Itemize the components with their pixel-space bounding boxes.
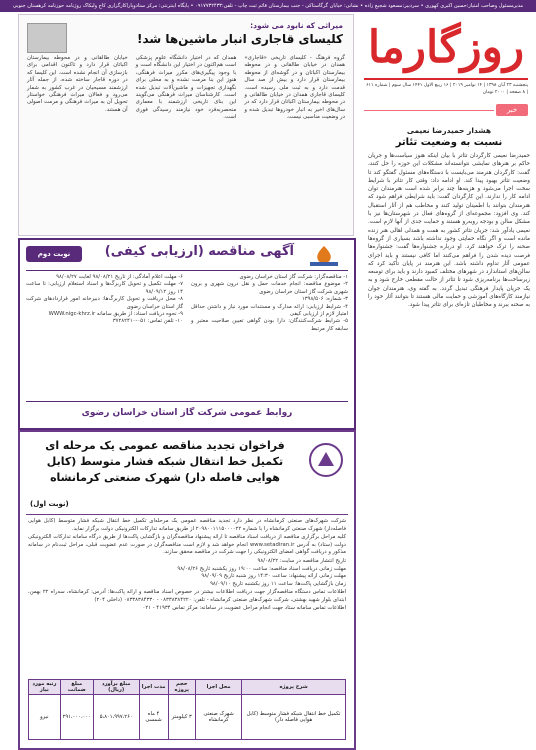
church-article	[18, 14, 354, 236]
article-column-2: همدان که در اختیار دانشگاه علوم پزشکی است هم‌اکنون در اختیار این دانشگاه است و با وجود پیگیری‌های مکرر میراث فرهنگی، هنوز این بنا مرمت نشده و به محلی برای نگهداری تجهیزات و ماشین‌آلات تبدیل شده است. کارشناسان میراث فرهنگی می‌گویند این بنای تاریخی ارزشمند با معماری منحصربه‌فرد خود نیازمند رسیدگی فوری است.	[135, 55, 237, 121]
ad-divider	[26, 270, 348, 271]
industrial-tender-ad	[18, 430, 356, 750]
table-cell: ۳ کیلومتر	[168, 695, 195, 740]
table-cell: ۲۹۱،۰۰۰،۰۰۰	[60, 695, 93, 740]
article-column-3: خیابان طالقانی و در محوطه بیمارستان اکباتان قرار دارد و تاکنون اقدامی برای بازسازی آن انجام نشده است. این کلیسا که در دوره قاجار ساخته شده، از جمله آثار ارزشمند مسیحیان در غرب کشور به شمار می‌رود و فعالان میراث فرهنگی خواستار تحویل آن به میراث فرهنگی و مرمت اصولی آن هستند.	[26, 55, 128, 113]
ad2-round-label: (نوبت اول)	[30, 500, 69, 508]
logo-underline	[364, 78, 528, 80]
article-columns	[27, 55, 345, 229]
ad2-body	[28, 518, 346, 680]
masthead	[362, 14, 532, 122]
section-badge: خبر	[496, 104, 528, 116]
article-title: کلیسای قاجاری انبار ماشین‌ها شد!	[136, 32, 343, 46]
ad-column-2: ۶- مهلت اعلام آمادگی: از تاریخ ۹۸/۰۸/۲۱ لغایت ۹۸/۰۸/۲۷ ۷- مهلت تکمیل و تحویل کاربرگ‌ها و اسناد استعلام ارزیابی: تا ساعت ۱۴ روز ۹۸/۰۹/۱۲ ۸- محل دریافت و تحویل کاربرگ‌ها: دبیرخانه امور قراردادهای شرکت گاز استان خراسان رضوی ۹- نحوه دریافت اسناد: از طریق سامانه WWW.nigc-khrz.ir ۱۰- تلفن تماس: ۰۵۱-۳۷۲۸۲۴۱۰	[26, 274, 183, 325]
ad2-paragraph-4: اطلاعات تماس دستگاه مناقصه‌گزار جهت دریافت اطلاعات بیشتر در خصوص اسناد مناقصه و ارائه پاکت‌ها: آدرس: کرمانشاه، سه‌راه ۲۲ بهمن، ابتدای بلوار شهید بهشتی، شرکت شهرک‌های صنعتی کرمانشاه - تلفن: ۰۸۳۳۸۳۸۴۲۲۰ - ۰۸۳۳۸۳۸۴۳۳۰ (داخلی ۲۰۴) اطلاعات تماس سامانه ستاد جهت انجام مراحل عضویت در سامانه: مرکز تماس ۴۱۹۳۴ - ۰۲۱	[28, 589, 347, 611]
ad2-title: فراخوان تجدید مناقصه عمومی یک مرحله ای تکمیل خط انتقال شبکه فشار متوسط (کابل هوایی فاصله دار) شهرک صنعتی کرمانشاه	[45, 439, 285, 484]
issue-dateline: پنجشنبه ۲۳ آبان ۱۳۹۸ | ۱۴ نوامبر ۲۰۱۹ | ۱۶ ربیع الاول ۱۴۴۱ سال سوم | شماره ۶۱۱ | ۸ صفحه | ۲۰۰۰ تومان	[366, 83, 528, 95]
top-info-bar: مدیرمسئول وصاحب امتیاز:حسین اکبری کهوری • سردبیر:مسعود شجیع زاده • نشانی: خیابان گرگاستاکی - جنب بیمارستان قائم ثبت چاپ - تلفن:۰۹۱۷۷۳۲۴۳۳ • پایگاه اینترنتی: مرکز ستادوپاراکارگزاری کاج ولیکاک روژنامه حوزنامه کرهستان جنوبی	[0, 0, 536, 12]
newspaper-logo: روزگارما	[367, 22, 525, 73]
table-row	[29, 695, 346, 740]
table-header: مدت اجرا	[139, 680, 168, 695]
table-header: رتبه مورد نیاز	[29, 680, 61, 695]
ad2-paragraph-3: تاریخ انتشار مناقصه در سایت: ۹۸/۰۸/۲۲ مهلت زمانی دریافت اسناد مناقصه: ساعت ۱۹:۰۰ روز یکشنبه تاریخ ۹۸/۰۸/۲۶ مهلت زمانی ارائه پیشنهاد: ساعت ۱۴:۳۰ روز شنبه تاریخ ۹۸/۰۹/۰۹ زمان بازگشایی پاکت‌ها: ساعت ۱۱ روز یکشنبه تاریخ ۹۸/۰۹/۱۰	[177, 557, 346, 587]
table-header-row	[29, 680, 346, 695]
round-badge: نوبت دوم	[26, 246, 82, 262]
table-cell: نیرو	[29, 695, 61, 740]
table-header: شرح پروژه	[242, 680, 346, 695]
industrial-estates-logo-icon	[308, 442, 344, 478]
table-cell: ۴ ماه شمسی	[139, 695, 168, 740]
ad-column-1: ۱- مناقصه‌گزار: شرکت گاز استان خراسان رضوی ۲- موضوع مناقصه: انجام خدمات حمل و نقل درون شهری و برون شهری شرکت گاز استان خراسان رضوی ۳- شماره: ۱۳۹۸/۵۰۶ ۴- شرایط ارزیابی: ارائه مدارک و مستندات مورد نیاز و داشتن حداقل امتیاز لازم از ارزیابی کیفی ۵- شرایط شرکت‌کنندگان: دارا بودن گواهی تعیین صلاحیت معتبر و سابقه کار مرتبط	[191, 274, 348, 332]
table-header: مبلغ برآورد (ریال)	[93, 680, 139, 695]
table-header: حجم پروژه	[168, 680, 195, 695]
news-kicker: هشدار حمیدرضا نعیمی	[406, 126, 492, 135]
news-column	[368, 126, 530, 746]
ad2-paragraph-1: شرکت شهرک‌های صنعتی کرمانشاه در نظر دارد تجدید مناقصه عمومی یک مرحله‌ای تکمیل خط انتقال شبکه فشار متوسط (کابل هوایی فاصله‌دار) شهرک صنعتی کرمانشاه را با شماره ۲۰۹۸۰۰۱۱۱۵۰۰۰۰۲۲ از طریق سامانه تدارکات الکترونیکی دولت برگزار نماید.	[28, 518, 346, 532]
table-cell: تکمیل خط انتقال شبکه فشار متوسط (کابل هوایی فاصله دار)	[242, 695, 346, 740]
ad-columns	[26, 274, 348, 398]
article-column-1: گروه فرهنگ - کلیسای تاریخی «قاجاری» همدان در خیابان طالقانی و در محوطه بیمارستان اکباتان و در گوشه‌ای از محوطه بیمارستان قرار دارد و بیش از صد سال قدمت دارد و به ثبت ملی رسیده است. کلیسای قاجاری همدان در خیابان طالقانی و در محوطه بیمارستان اکباتان قرار دارد که در سال‌های اخیر به انبار خودروها تبدیل شده و در وضعیت مناسبی نیست.	[244, 55, 345, 121]
gas-company-logo-icon	[304, 244, 344, 268]
section-rule	[364, 110, 494, 111]
news-headline: نسبت به وضعیت تئاتر	[395, 137, 503, 148]
table-cell: ۵،۸۰۱،۹۹۷،۲۶۰	[93, 695, 139, 740]
ad-title: آگهی مناقصه (ارزیابی کیفی)	[104, 244, 294, 259]
article-kicker: میراثی که نابود می شود:	[250, 21, 343, 30]
table-cell: شهرک صنعتی کرمانشاه	[195, 695, 241, 740]
gas-tender-ad	[18, 238, 356, 430]
article-photo	[27, 23, 67, 53]
table-header: محل اجرا	[195, 680, 241, 695]
tender-table	[28, 679, 346, 740]
ad2-divider	[26, 514, 348, 515]
ad-footer: روابط عمومی شرکت گاز استان خراسان رضوی	[26, 401, 348, 424]
news-body: حمیدرضا نعیمی کارگردان تئاتر با بیان اینکه هنوز سیاست‌ها و جریان حاکم بر هنرهای نمایشی نتوانسته‌اند مشکلات این حوزه را حل کنند، گفت: کارگردان هنرمند می‌بایست با دستگاه‌های مسئول گفتگو کند تا وضعیت تئاتر بهبود پیدا کند. او ادامه داد: وقتی کار تئاتر با شرایط سخت اجرا می‌شود و هزینه‌ها چند برابر شده است هنرمندان توان ادامه کار را ندارند. این کارگردان گفت: باید شرایطی فراهم شود که هنرمندان بتوانند با اطمینان تولید کنند و مخاطب هم از آثار استقبال کند. وی افزود: مجموعه‌ای از گروه‌های فعال در شهرستان‌ها نیز با مشکل سالن و بودجه روبه‌رو هستند و حمایت جدی از آنها لازم است. نعیمی یادآور شد: جریان تئاتر کشور به همت و همدلی اهالی هنر زنده مانده است و اگر نگاه حمایتی وجود نداشته باشد بسیاری از گروه‌ها صحنه را ترک خواهند کرد. او درباره جشنواره‌ها گفت: جشنواره‌ها فرصت دیده شدن را فراهم می‌کنند اما کافی نیستند و باید اجرای عمومی آثار تداوم داشته باشد. این هنرمند در پایان تأکید کرد که سالن‌های استاندارد در شهرهای مختلف کمبود دارند و باید برای توسعه زیرساخت‌ها برنامه‌ریزی شود تا تئاتر از حالت مقطعی خارج شود و به یک جریان پایدار فرهنگی تبدیل گردد. به گفته وی، هنرمندان جوان نیازمند کارگاه‌های آموزشی و حمایت مالی هستند تا بتوانند آثار خود را به صحنه ببرند و مخاطبان تازه‌ای برای تئاتر پیدا شود.	[368, 153, 530, 309]
table-header: مبلغ ضمانت	[60, 680, 93, 695]
ad2-paragraph-2: کلیه مراحل برگزاری مناقصه از دریافت اسناد مناقصه تا ارائه پیشنهاد مناقصه‌گران و بازگشایی پاکت‌ها از طریق درگاه سامانه تدارکات الکترونیکی دولت (ستاد) به آدرس www.setadiran.ir انجام خواهد شد و لازم است مناقصه‌گران در صورت عدم عضویت قبلی، مراحل ثبت‌نام در سامانه مذکور و دریافت گواهی امضای الکترونیکی را جهت شرکت در مناقصه محقق سازند.	[28, 534, 346, 556]
